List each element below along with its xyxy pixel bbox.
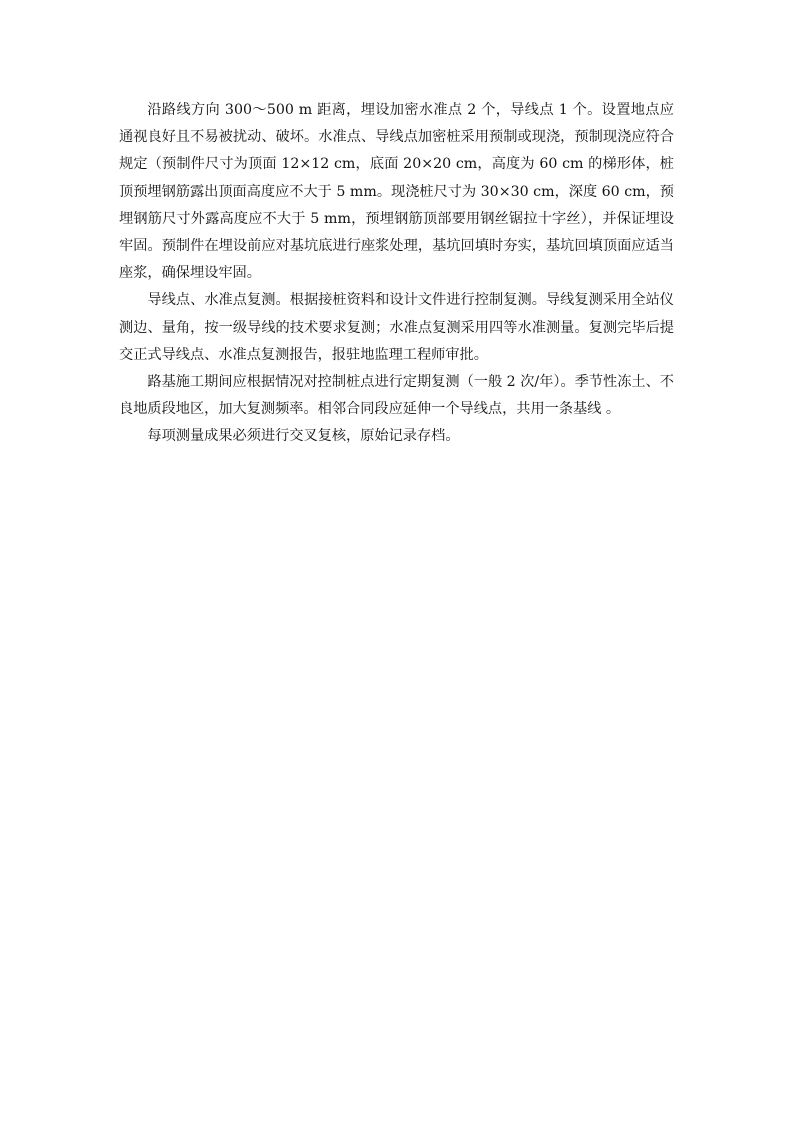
paragraph-periodic-resurvey: 路基施工期间应根据情况对控制桩点进行定期复测（一般 2 次/年）。季节性冻土、不良地质段地区，加大复测频率。相邻合同段应延伸一个导线点，共用一条基线 。 (119, 374, 674, 418)
document-body (119, 97, 674, 451)
paragraph-control-point-burial: 沿路线方向 300～500 m 距离，埋设加密水准点 2 个，导线点 1 个。设置地点应通视良好且不易被扰动、破坏。水准点、导线点加密桩采用预制或现浇，预制现浇应符合规定（预制件尺寸为顶面 12×12 cm，底面 20×20 cm，高度为 60 cm 的梯形体，桩顶预埋钢筋露出顶面高度应不大于 5 mm。现浇桩尺寸为 30×30 cm，深度 60 cm，预埋钢筋尺寸外露高度应不大于 5 mm，预埋钢筋顶部要用钢丝锯拉十字丝），并保证埋设牢固。预制件在埋设前应对基坑底进行座浆处理，基坑回填时夯实，基坑回填顶面应适当座浆，确保埋设牢固。 (119, 102, 674, 282)
paragraph-cross-check: 每项测量成果必须进行交叉复核，原始记录存档。 (147, 428, 460, 445)
paragraph-resurvey: 导线点、水准点复测。根据接桩资料和设计文件进行控制复测。导线复测采用全站仪测边、量角，按一级导线的技术要求复测；水准点复测采用四等水准测量。复测完毕后提交正式导线点、水准点复测报告，报驻地监理工程师审批。 (119, 292, 674, 363)
